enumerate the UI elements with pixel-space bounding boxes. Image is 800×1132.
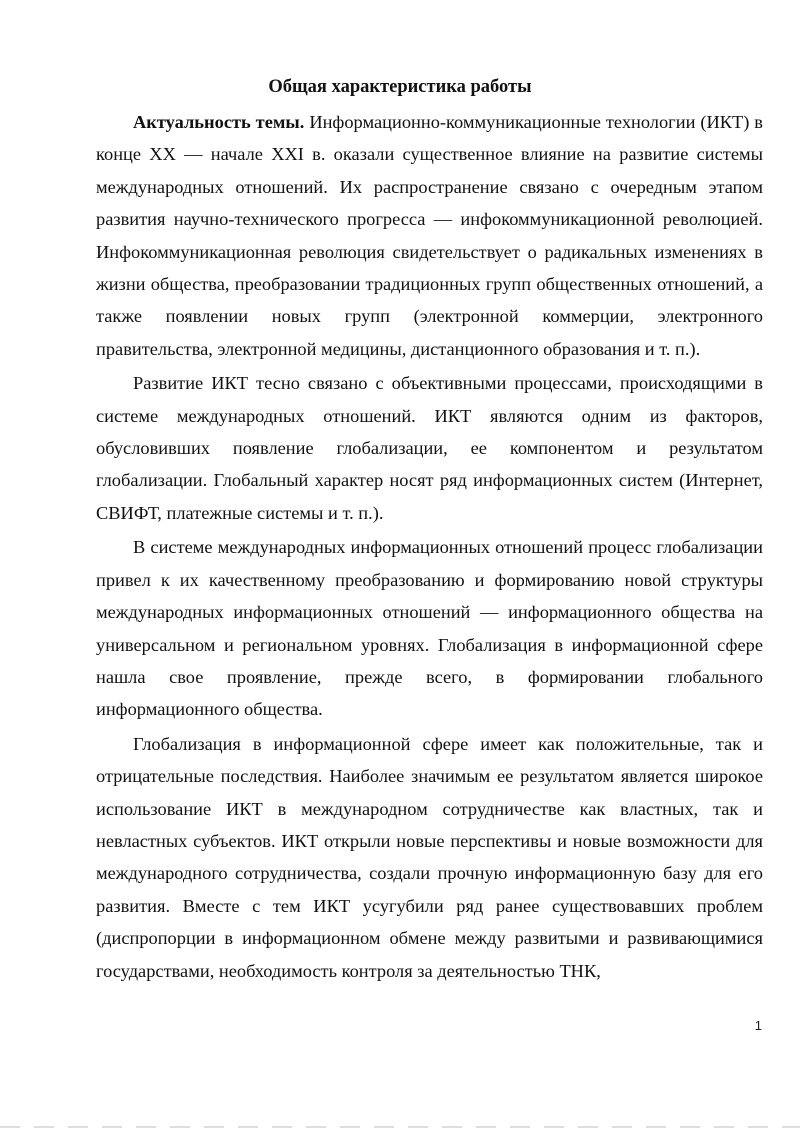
paragraph-globalization-effects: Глобализация в информационной сфере имеет как положительные, так и отрицательные последствия. Наиболее значимым ее результатом является широкое использование ИКТ в международном сотрудничестве как властных, так и невластных субъектов. ИКТ открыли новые перспективы и новые возможности для международного сотрудничества, создали прочную информационную базу для его развития. Вместе с тем ИКТ усугубили ряд ранее существовавших проблем (диспропорции в информационном обмене между развитыми и развивающимися государствами, необходимость контроля за деятельностью ТНК, (96, 733, 763, 981)
paragraph-globalization-system: В системе международных информационных отношений процесс глобализации привел к их качественному преобразованию и формированию новой структуры международных информационных отношений — информационного общества на универсальном и региональном уровнях. Глобализация в информационной сфере нашла свое проявление, прежде всего, в формировании глобального информационного общества. (96, 537, 763, 720)
document-title: Общая характеристика работы (268, 77, 532, 97)
paragraph-relevance (96, 106, 763, 365)
paragraph-lead-heading: Актуальность темы. (133, 112, 305, 132)
paragraph-ict-development: Развитие ИКТ тесно связано с объективными процессами, происходящими в системе международных отношений. ИКТ являются одним из факторов, обусловивших появление глобализации, ее компонентом и результатом глобализации. Глобальный характер носят ряд информационных систем (Интернет, СВИФТ, платежные системы и т. п.). (96, 373, 763, 523)
paragraph-relevance-text: Информационно-коммуникационные технологии (ИКТ) в конце XX — начале XXI в. оказали существенное влияние на развитие системы международных отношений. Их распространение связано с очередным этапом развития научно-технического прогресса — инфокоммуникационной революцией. Инфокоммуникационная революция свидетельствует о радикальных изменениях в жизни общества, преобразовании традиционных групп общественных отношений, а также появлении новых групп (электронной коммерции, электронного правительства, электронной медицины, дистанционного образования и т. п.). (96, 112, 763, 359)
scan-edge-divider (0, 1126, 800, 1128)
page-number: 1 (754, 1018, 762, 1033)
document-body (96, 106, 763, 987)
